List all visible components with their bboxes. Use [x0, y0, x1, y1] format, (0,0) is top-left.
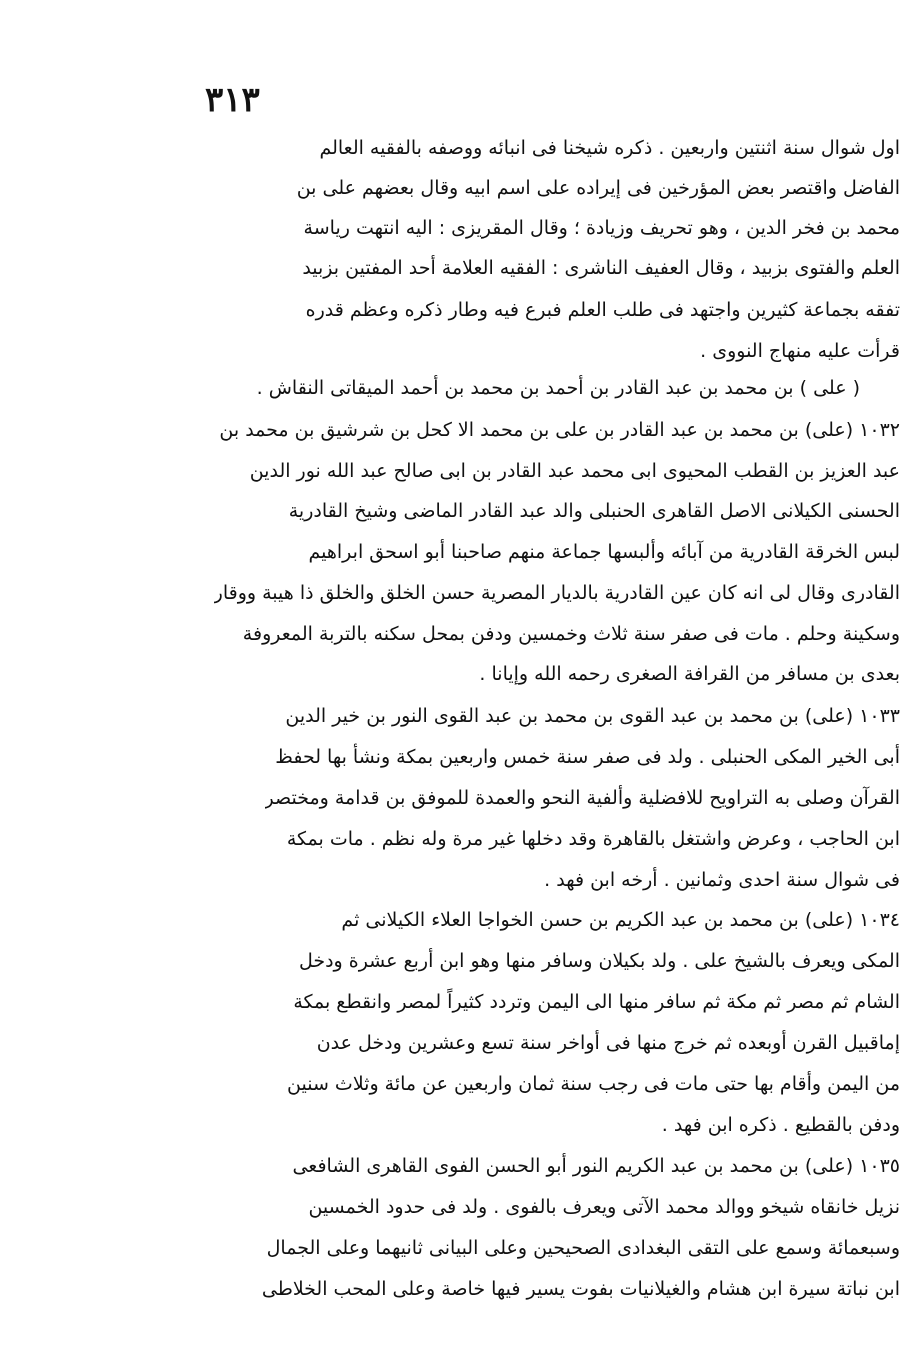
entry-line: ١٠٣٤ (على) بن محمد بن عبد الكريم بن حسن الخواجا العلاء الكيلانى ثم [341, 909, 900, 931]
text-line: وسبعمائة وسمع على التقى البغدادى الصحيحين وعلى البيانى ثانيهما وعلى الجمال [266, 1237, 900, 1259]
page-number: ٣١٣ [205, 80, 260, 120]
text-line: العلم والفتوى بزبيد ، وقال العفيف الناشرى : الفقيه العلامة أحد المفتين بزبيد [302, 257, 900, 279]
text-line: محمد بن فخر الدين ، وهو تحريف وزيادة ؛ وقال المقريزى : اليه انتهت رياسة [303, 217, 900, 239]
text-line: القادرى وقال لى انه كان عين القادرية بالديار المصرية حسن الخلق والخلق ذا هيبة ووقار [213, 582, 900, 604]
text-line: قرأت عليه منهاج النووى . [700, 340, 900, 362]
text-line: ابن نباتة سيرة ابن هشام والغيلانيات بفوت يسير فيها خاصة وعلى المحب الخلاطى [261, 1278, 900, 1300]
entry-line: ( على ) بن محمد بن عبد القادر بن أحمد بن محمد بن أحمد الميقاتى النقاش . [256, 377, 860, 399]
text-line: ابن الحاجب ، وعرض واشتغل بالقاهرة وقد دخلها غير مرة وله نظم . مات بمكة [286, 828, 900, 850]
text-line: بعدى بن مسافر من القرافة الصغرى رحمه الله وإيانا . [479, 663, 900, 685]
text-line: لبس الخرقة القادرية من آبائه وألبسها جماعة منهم صاحبنا أبو اسحق ابراهيم [308, 541, 900, 563]
text-line: الشام ثم مصر ثم مكة ثم سافر منها الى اليمن وتردد كثيراً لمصر وانقطع بمكة [293, 991, 900, 1013]
text-line: نزيل خانقاه شيخو ووالد محمد الآتى ويعرف بالفوى . ولد فى حدود الخمسين [308, 1196, 900, 1218]
entry-line: ١٠٣٥ (على) بن محمد بن عبد الكريم النور أبو الحسن الفوى القاهرى الشافعى [292, 1155, 900, 1177]
text-line: ودفن بالقطيع . ذكره ابن فهد . [661, 1114, 900, 1136]
text-line: تفقه بجماعة كثيرين واجتهد فى طلب العلم فبرع فيه وطار ذكره وعظم قدره [305, 299, 900, 321]
text-line: عبد العزيز بن القطب المحيوى ابى محمد عبد القادر بن ابى صالح عبد الله نور الدين [249, 460, 900, 482]
text-line: فى شوال سنة احدى وثمانين . أرخه ابن فهد . [544, 869, 900, 891]
text-line: من اليمن وأقام بها حتى مات فى رجب سنة ثمان واربعين عن مائة وثلاث سنين [287, 1073, 900, 1095]
text-line: الحسنى الكيلانى الاصل القاهرى الحنبلى والد عبد القادر الماضى وشيخ القادرية [288, 500, 900, 522]
text-line: القرآن وصلى به التراويح للافضلية وألفية النحو والعمدة للموفق بن قدامة ومختصر [264, 787, 900, 809]
text-line: أبى الخير المكى الحنبلى . ولد فى صفر سنة خمس واربعين بمكة ونشأ بها لحفظ [275, 746, 900, 768]
entry-line: ١٠٣٢ (على) بن محمد بن عبد القادر بن على بن محمد الا كحل بن شرشيق بن محمد بن [219, 419, 900, 441]
text-line: اول شوال سنة اثنتين واربعين . ذكره شيخنا فى انبائه ووصفه بالفقيه العالم [319, 137, 900, 159]
entry-line: ١٠٣٣ (على) بن محمد بن عبد القوى بن محمد بن عبد القوى النور بن خير الدين [285, 705, 900, 727]
text-line: المكى ويعرف بالشيخ على . ولد بكيلان وسافر منها وهو ابن أربع عشرة ودخل [298, 950, 900, 972]
text-line: إماقبيل القرن أوبعده ثم خرج منها فى أواخر سنة تسع وعشرين ودخل عدن [316, 1032, 900, 1054]
text-line: وسكينة وحلم . مات فى صفر سنة ثلاث وخمسين ودفن بمحل سكنه بالتربة المعروفة [242, 623, 900, 645]
text-line: الفاضل واقتصر بعض المؤرخين فى إيراده على اسم ابيه وقال بعضهم على بن [296, 177, 900, 199]
